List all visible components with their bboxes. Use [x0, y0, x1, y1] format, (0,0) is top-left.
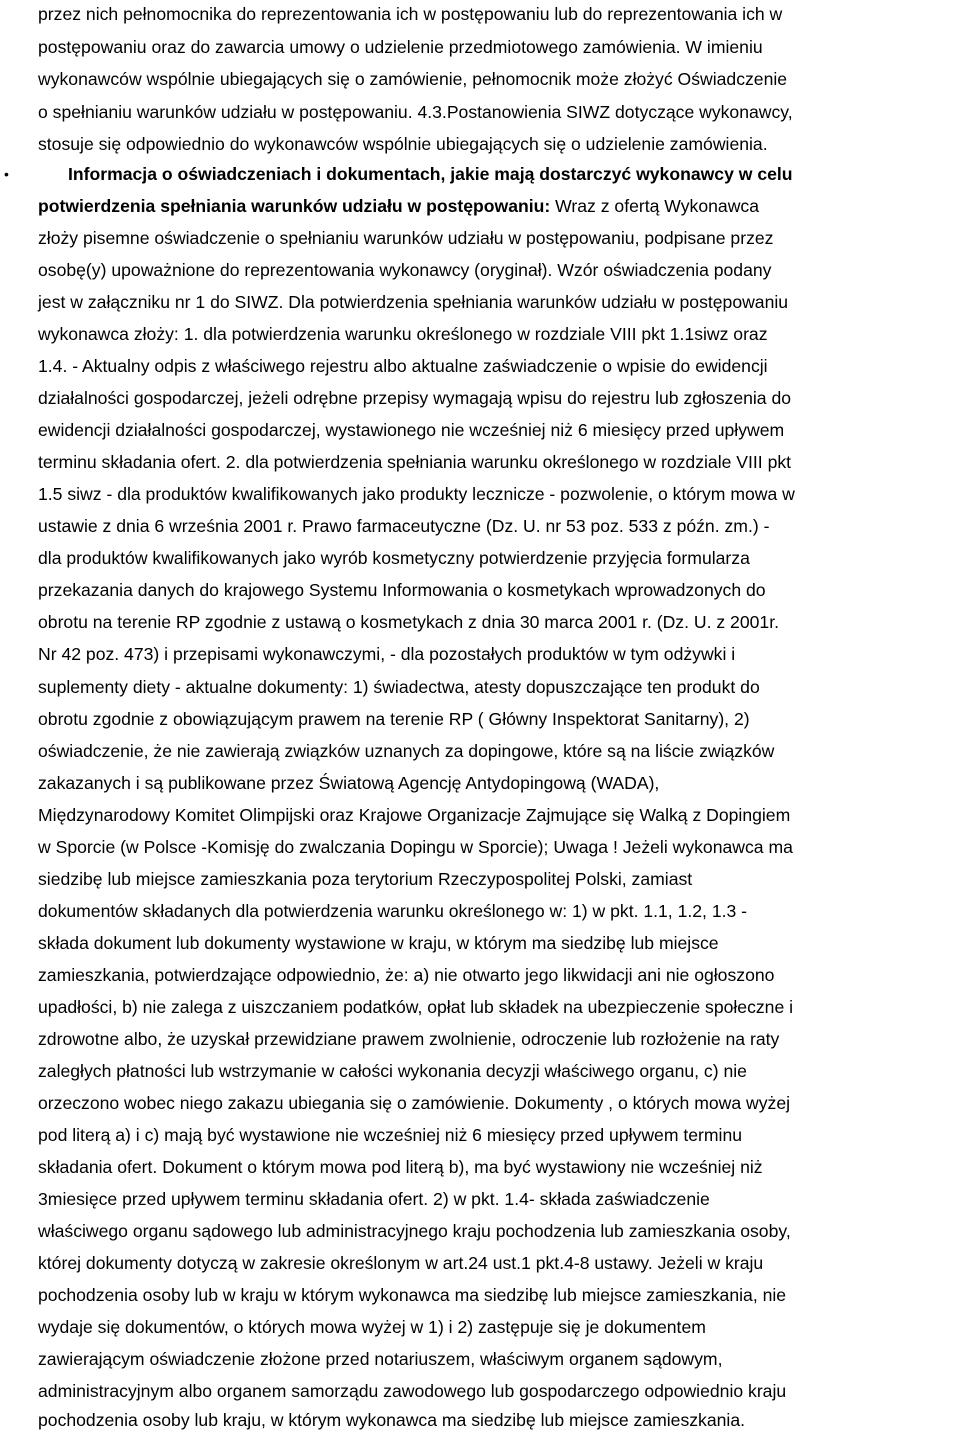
text-line: zdrowotne albo, że uzyskał przewidziane prawem zwolnienie, odroczenie lub rozłożenie na raty — [38, 1029, 780, 1049]
text-span: Wraz z ofertą Wykonawca — [550, 196, 759, 216]
text-line: zamieszkania, potwierdzające odpowiednio, że: a) nie otwarto jego likwidacji ani nie ogłoszono — [38, 965, 775, 985]
text-line: 1.4. - Aktualny odpis z właściwego rejestru albo aktualne zaświadczenie o wpisie do ewidencji — [38, 356, 768, 376]
text-line: wykonawca złoży: 1. dla potwierdzenia warunku określonego w rozdziale VIII pkt 1.1siwz oraz — [38, 324, 768, 344]
text-line: wykonawców wspólnie ubiegających się o zamówienie, pełnomocnik może złożyć Oświadczenie — [38, 69, 788, 89]
text-line: suplementy diety - aktualne dokumenty: 1) świadectwa, atesty dopuszczające ten produkt do — [38, 677, 760, 697]
text-line: pochodzenia osoby lub kraju, w którym wykonawca ma siedzibę lub miejsce zamieszkania. — [38, 1410, 746, 1430]
text-line: dokumentów składanych dla potwierdzenia warunku określonego w: 1) w pkt. 1.1, 1.2, 1.3 - — [38, 901, 748, 921]
text-line: dla produktów kwalifikowanych jako wyrób kosmetyczny potwierdzenie przyjęcia formularza — [38, 548, 750, 568]
bullet-point: • — [4, 166, 9, 182]
text-line: ustawie z dnia 6 września 2001 r. Prawo farmaceutyczne (Dz. U. nr 53 poz. 533 z późn. zm.) - — [38, 516, 770, 536]
text-line: upadłości, b) nie zalega z uiszczaniem podatków, opłat lub składek na ubezpieczenie społeczne i — [38, 997, 794, 1017]
text-line: pochodzenia osoby lub w kraju w którym wykonawca ma siedzibę lub miejsce zamieszkania, nie — [38, 1285, 787, 1305]
text-line: osobę(y) upoważnione do reprezentowania wykonawcy (oryginał). Wzór oświadczenia podany — [38, 260, 772, 280]
text-line: zawierającym oświadczenie złożone przed notariuszem, właściwym organem sądowym, — [38, 1349, 723, 1369]
text-line: ewidencji działalności gospodarczej, wystawionego nie wcześniej niż 6 miesięcy przed upływem — [38, 420, 785, 440]
section-heading: Informacja o oświadczeniach i dokumentach, jakie mają dostarczyć wykonawcy w celu — [68, 164, 793, 184]
section-heading-continued: potwierdzenia spełniania warunków udziału w postępowaniu: — [38, 196, 551, 216]
text-line: postępowaniu oraz do zawarcia umowy o udzielenie przedmiotowego zamówienia. W imieniu — [38, 37, 763, 57]
text-line: zaległych płatności lub wstrzymanie w całości wykonania decyzji właściwego organu, c) nie — [38, 1061, 747, 1081]
text-line: oświadczenie, że nie zawierają związków uznanych za dopingowe, które są na liście związków — [38, 741, 775, 761]
text-line: Międzynarodowy Komitet Olimpijski oraz Krajowe Organizacje Zajmujące się Walką z Dopingiem — [38, 805, 791, 825]
text-line: wydaje się dokumentów, o których mowa wyżej w 1) i 2) zastępuje się je dokumentem — [38, 1317, 706, 1337]
text-line: administracyjnym albo organem samorządu zawodowego lub gospodarczego odpowiednio kraju — [38, 1381, 787, 1401]
text-line: terminu składania ofert. 2. dla potwierdzenia spełniania warunku określonego w rozdziale VIII pkt — [38, 452, 792, 472]
text-line: złoży pisemne oświadczenie o spełnianiu warunków udziału w postępowaniu, podpisane przez — [38, 228, 774, 248]
text-line: obrotu na terenie RP zgodnie z ustawą o kosmetykach z dnia 30 marca 2001 r. (Dz. U. z 2001r. — [38, 612, 779, 632]
text-line: jest w załączniku nr 1 do SIWZ. Dla potwierdzenia spełniania warunków udziału w postępowaniu — [38, 292, 789, 312]
text-line: działalności gospodarczej, jeżeli odrębne przepisy wymagają wpisu do rejestru lub zgłoszenia do — [38, 388, 792, 408]
text-line: orzeczono wobec niego zakazu ubiegania się o zamówienie. Dokumenty , o których mowa wyżej — [38, 1093, 791, 1113]
text-line: 3miesięce przed upływem terminu składania ofert. 2) w pkt. 1.4- składa zaświadczenie — [38, 1189, 710, 1209]
text-line: o spełnianiu warunków udziału w postępowaniu. 4.3.Postanowienia SIWZ dotyczące wykonawcy, — [38, 102, 793, 122]
text-line — [38, 196, 759, 216]
text-line: Nr 42 poz. 473) i przepisami wykonawczymi, - dla pozostałych produktów w tym odżywki i — [38, 644, 736, 664]
text-line: przekazania danych do krajowego Systemu Informowania o kosmetykach wprowadzonych do — [38, 580, 766, 600]
text-line: właściwego organu sądowego lub administracyjnego kraju pochodzenia lub zamieszkania osoby, — [38, 1221, 791, 1241]
text-line: składania ofert. Dokument o którym mowa pod literą b), ma być wystawiony nie wcześniej niż — [38, 1157, 763, 1177]
text-line: obrotu zgodnie z obowiązującym prawem na terenie RP ( Główny Inspektorat Sanitarny), 2) — [38, 709, 750, 729]
text-line: w Sporcie (w Polsce -Komisję do zwalczania Dopingu w Sporcie); Uwaga ! Jeżeli wykonawca ma — [38, 837, 793, 857]
text-line: stosuje się odpowiednio do wykonawców wspólnie ubiegających się o udzielenie zamówienia. — [38, 134, 768, 154]
text-line: pod literą a) i c) mają być wystawione nie wcześniej niż 6 miesięcy przed upływem terminu — [38, 1125, 743, 1145]
text-line: siedzibę lub miejsce zamieszkania poza terytorium Rzeczypospolitej Polski, zamiast — [38, 869, 693, 889]
text-line: składa dokument lub dokumenty wystawione w kraju, w którym ma siedzibę lub miejsce — [38, 933, 719, 953]
text-line: przez nich pełnomocnika do reprezentowania ich w postępowaniu lub do reprezentowania ich w — [38, 4, 783, 24]
text-line: zakazanych i są publikowane przez Światową Agencję Antydopingową (WADA), — [38, 773, 660, 793]
text-line: której dokumenty dotyczą w zakresie określonym w art.24 ust.1 pkt.4-8 ustawy. Jeżeli w kraju — [38, 1253, 764, 1273]
text-line: 1.5 siwz - dla produktów kwalifikowanych jako produkty lecznicze - pozwolenie, o którym mowa w — [38, 484, 795, 504]
